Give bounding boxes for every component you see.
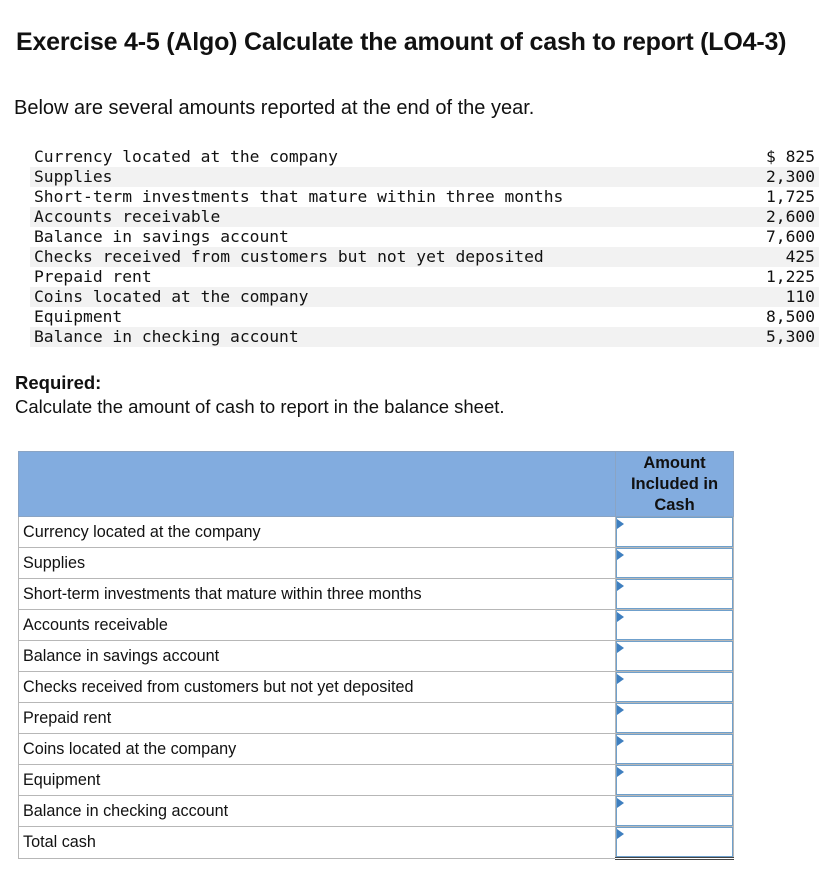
answer-row — [19, 734, 734, 765]
amount-column-header — [616, 452, 734, 517]
coins-amount-input[interactable] — [616, 734, 733, 764]
amount-value: 1,225 — [743, 267, 819, 287]
answer-input-cell — [616, 734, 734, 765]
amount-row — [30, 267, 819, 287]
total-cash-label: Total cash — [19, 827, 616, 859]
blue-triangle-flag-icon — [617, 581, 624, 591]
intro-text: Below are several amounts reported at the end of the year. — [14, 97, 535, 119]
answer-input-cell — [616, 703, 734, 734]
answer-row-label: Balance in savings account — [19, 641, 616, 672]
answer-row — [19, 579, 734, 610]
total-row — [19, 827, 734, 859]
supplies-amount-input[interactable] — [616, 548, 733, 578]
amount-value: 2,600 — [743, 207, 819, 227]
amount-label: Balance in savings account — [30, 227, 743, 247]
required-label: Required: — [15, 372, 102, 393]
answer-input-cell — [616, 548, 734, 579]
blue-triangle-flag-icon — [617, 550, 624, 560]
amount-label: Accounts receivable — [30, 207, 743, 227]
answer-input-cell — [616, 672, 734, 703]
amount-row — [30, 327, 819, 347]
blue-triangle-flag-icon — [617, 767, 624, 777]
answer-row-label: Supplies — [19, 548, 616, 579]
savings-account-amount-input[interactable] — [616, 641, 733, 671]
required-instructions: Calculate the amount of cash to report in the balance sheet. — [15, 396, 505, 417]
amount-row — [30, 147, 819, 167]
answer-row — [19, 548, 734, 579]
amount-label: Balance in checking account — [30, 327, 743, 347]
cash-answer-table — [18, 451, 734, 860]
currency-amount-input[interactable] — [616, 517, 733, 547]
answer-row-label: Short-term investments that mature within three months — [19, 579, 616, 610]
answer-row-label: Accounts receivable — [19, 610, 616, 641]
answer-input-cell — [616, 579, 734, 610]
prepaid-rent-amount-input[interactable] — [616, 703, 733, 733]
blue-triangle-flag-icon — [617, 643, 624, 653]
amount-value: 425 — [743, 247, 819, 267]
blue-triangle-flag-icon — [617, 705, 624, 715]
answer-row-label: Equipment — [19, 765, 616, 796]
header-line: Amount — [643, 453, 706, 472]
amount-row — [30, 227, 819, 247]
answer-row — [19, 610, 734, 641]
header-line: Cash — [654, 495, 695, 514]
answer-row-label: Prepaid rent — [19, 703, 616, 734]
amount-row — [30, 207, 819, 227]
answer-header-row — [19, 452, 734, 517]
header-line: Included in — [630, 474, 719, 493]
answer-row — [19, 765, 734, 796]
amount-label: Prepaid rent — [30, 267, 743, 287]
amount-label: Checks received from customers but not yet deposited — [30, 247, 743, 267]
amount-row — [30, 167, 819, 187]
amount-label: Coins located at the company — [30, 287, 743, 307]
answer-input-cell — [616, 827, 734, 859]
answer-row-label: Coins located at the company — [19, 734, 616, 765]
answer-row — [19, 796, 734, 827]
answer-row — [19, 703, 734, 734]
amount-value: 2,300 — [743, 167, 819, 187]
amount-row — [30, 307, 819, 327]
amount-value: 1,725 — [743, 187, 819, 207]
equipment-amount-input[interactable] — [616, 765, 733, 795]
answer-input-cell — [616, 517, 734, 548]
reported-amounts-table — [30, 147, 819, 347]
answer-row-label: Checks received from customers but not yet deposited — [19, 672, 616, 703]
blue-triangle-flag-icon — [617, 674, 624, 684]
blue-triangle-flag-icon — [617, 519, 624, 529]
amount-label: Short-term investments that mature within three months — [30, 187, 743, 207]
amount-value: 110 — [743, 287, 819, 307]
answer-row — [19, 517, 734, 548]
accounts-receivable-amount-input[interactable] — [616, 610, 733, 640]
answer-row-label: Balance in checking account — [19, 796, 616, 827]
amount-label: Equipment — [30, 307, 743, 327]
blue-triangle-flag-icon — [617, 612, 624, 622]
amount-value: 8,500 — [743, 307, 819, 327]
answer-input-cell — [616, 610, 734, 641]
blue-triangle-flag-icon — [617, 736, 624, 746]
header-blank-cell — [19, 452, 616, 517]
undeposited-checks-amount-input[interactable] — [616, 672, 733, 702]
answer-row — [19, 641, 734, 672]
amount-value: 7,600 — [743, 227, 819, 247]
answer-input-cell — [616, 796, 734, 827]
answer-input-cell — [616, 765, 734, 796]
amount-value: 5,300 — [743, 327, 819, 347]
answer-input-cell — [616, 641, 734, 672]
checking-account-amount-input[interactable] — [616, 796, 733, 826]
short-term-investments-amount-input[interactable] — [616, 579, 733, 609]
total-cash-input[interactable] — [616, 827, 733, 857]
amount-label: Supplies — [30, 167, 743, 187]
exercise-title: Exercise 4-5 (Algo) Calculate the amount of cash to report (LO4-3) — [16, 28, 787, 56]
blue-triangle-flag-icon — [617, 798, 624, 808]
amount-row — [30, 247, 819, 267]
amount-label: Currency located at the company — [30, 147, 743, 167]
answer-row-label: Currency located at the company — [19, 517, 616, 548]
blue-triangle-flag-icon — [617, 829, 624, 839]
amount-row — [30, 187, 819, 207]
answer-row — [19, 672, 734, 703]
amount-row — [30, 287, 819, 307]
amount-value: $ 825 — [743, 147, 819, 167]
